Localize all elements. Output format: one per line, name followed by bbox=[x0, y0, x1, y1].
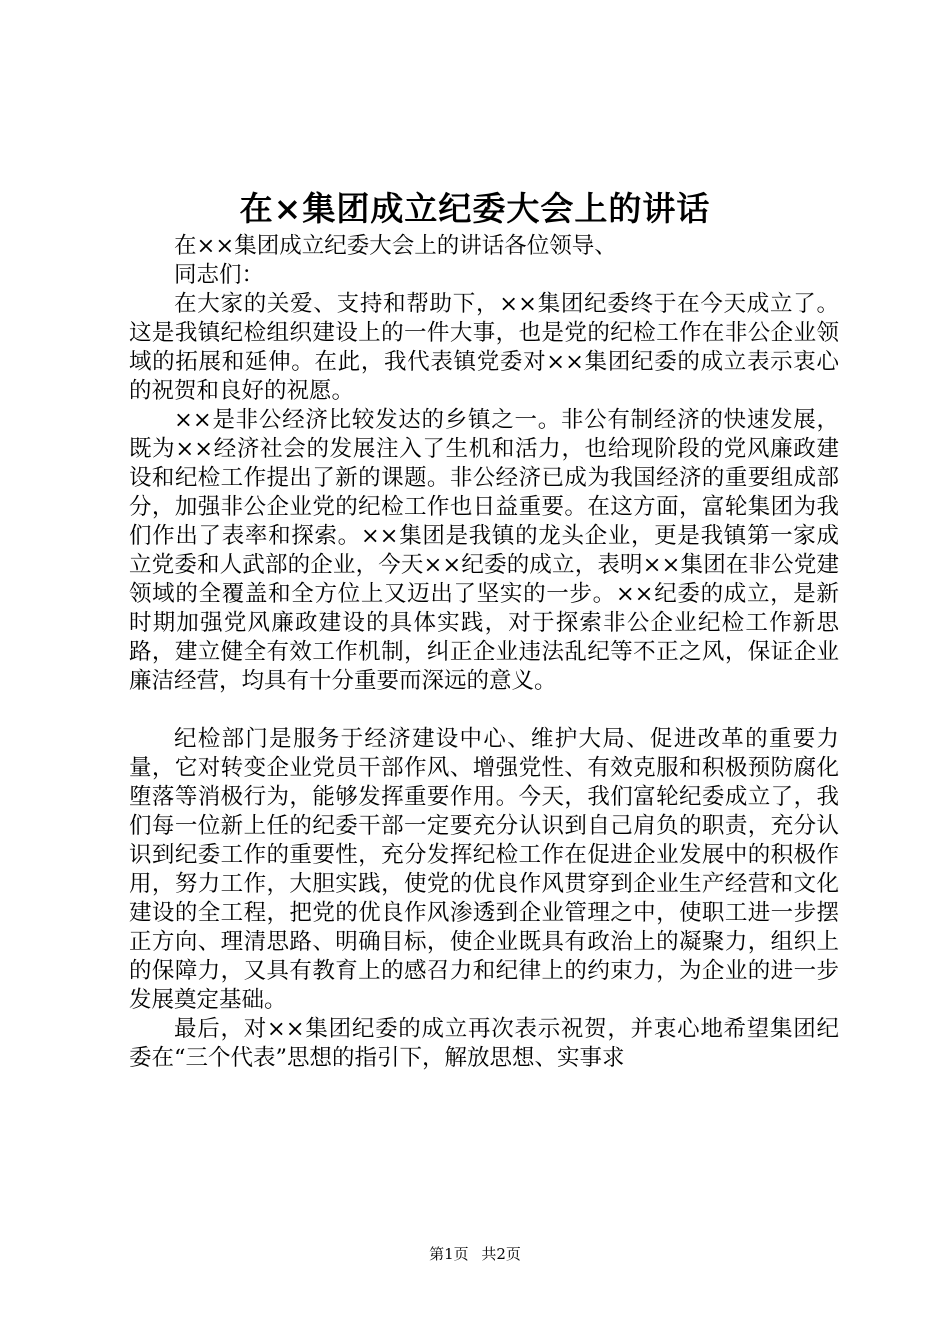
document-body bbox=[129, 232, 839, 1073]
page-total: 共2页 bbox=[481, 1245, 521, 1263]
body-paragraph: 在大家的关爱、支持和帮助下，××集团纪委终于在今天成立了。这是我镇纪检组织建设上的一件大事，也是党的纪检工作在非公企业领域的拓展和延伸。在此，我代表镇党委对××集团纪委的成立表示衷心的祝贺和良好的祝愿。 bbox=[129, 291, 839, 404]
body-paragraph: ××是非公经济比较发达的乡镇之一。非公有制经济的快速发展，既为××经济社会的发展注入了生机和活力，也给现阶段的党风廉政建设和纪检工作提出了新的课题。非公经济已成为我国经济的重要组成部分，加强非公企业党的纪检工作也日益重要。在这方面，富轮集团为我们作出了表率和探索。××集团是我镇的龙头企业，更是我镇第一家成立党委和人武部的企业，今天××纪委的成立，表明××集团在非公党建领域的全覆盖和全方位上又迈出了坚实的一步。××纪委的成立，是新时期加强党风廉政建设的具体实践，对于探索非公企业纪检工作新思路，建立健全有效工作机制，纠正企业违法乱纪等不正之风，保证企业廉洁经营，均具有十分重要而深远的意义。 bbox=[129, 407, 839, 694]
document-title: 在×集团成立纪委大会上的讲话 bbox=[239, 189, 711, 228]
greeting-line: 在××集团成立纪委大会上的讲话各位领导、 bbox=[174, 233, 617, 259]
body-paragraph: 最后，对××集团纪委的成立再次表示祝贺，并衷心地希望集团纪委在“三个代表”思想的指引下，解放思想、实事求 bbox=[129, 1016, 839, 1071]
page-footer bbox=[0, 1243, 950, 1264]
body-paragraph: 纪检部门是服务于经济建设中心、维护大局、促进改革的重要力量，它对转变企业党员干部作风、增强党性、有效克服和积极预防腐化堕落等消极行为，能够发挥重要作用。今天，我们富轮纪委成立了，我们每一位新上任的纪委干部一定要充分认识到自己肩负的职责，充分认识到纪委工作的重要性，充分发挥纪检工作在促进企业发展中的积极作用，努力工作，大胆实践，使党的优良作风贯穿到企业生产经营和文化建设的全工程，把党的优良作风渗透到企业管理之中，使职工进一步摆正方向、理清思路、明确目标，使企业既具有政治上的凝聚力，组织上的保障力，又具有教育上的感召力和纪律上的约束力，为企业的进一步发展奠定基础。 bbox=[129, 726, 839, 1013]
page-number: 第1页 bbox=[429, 1245, 469, 1263]
greeting-line: 同志们： bbox=[174, 262, 265, 288]
